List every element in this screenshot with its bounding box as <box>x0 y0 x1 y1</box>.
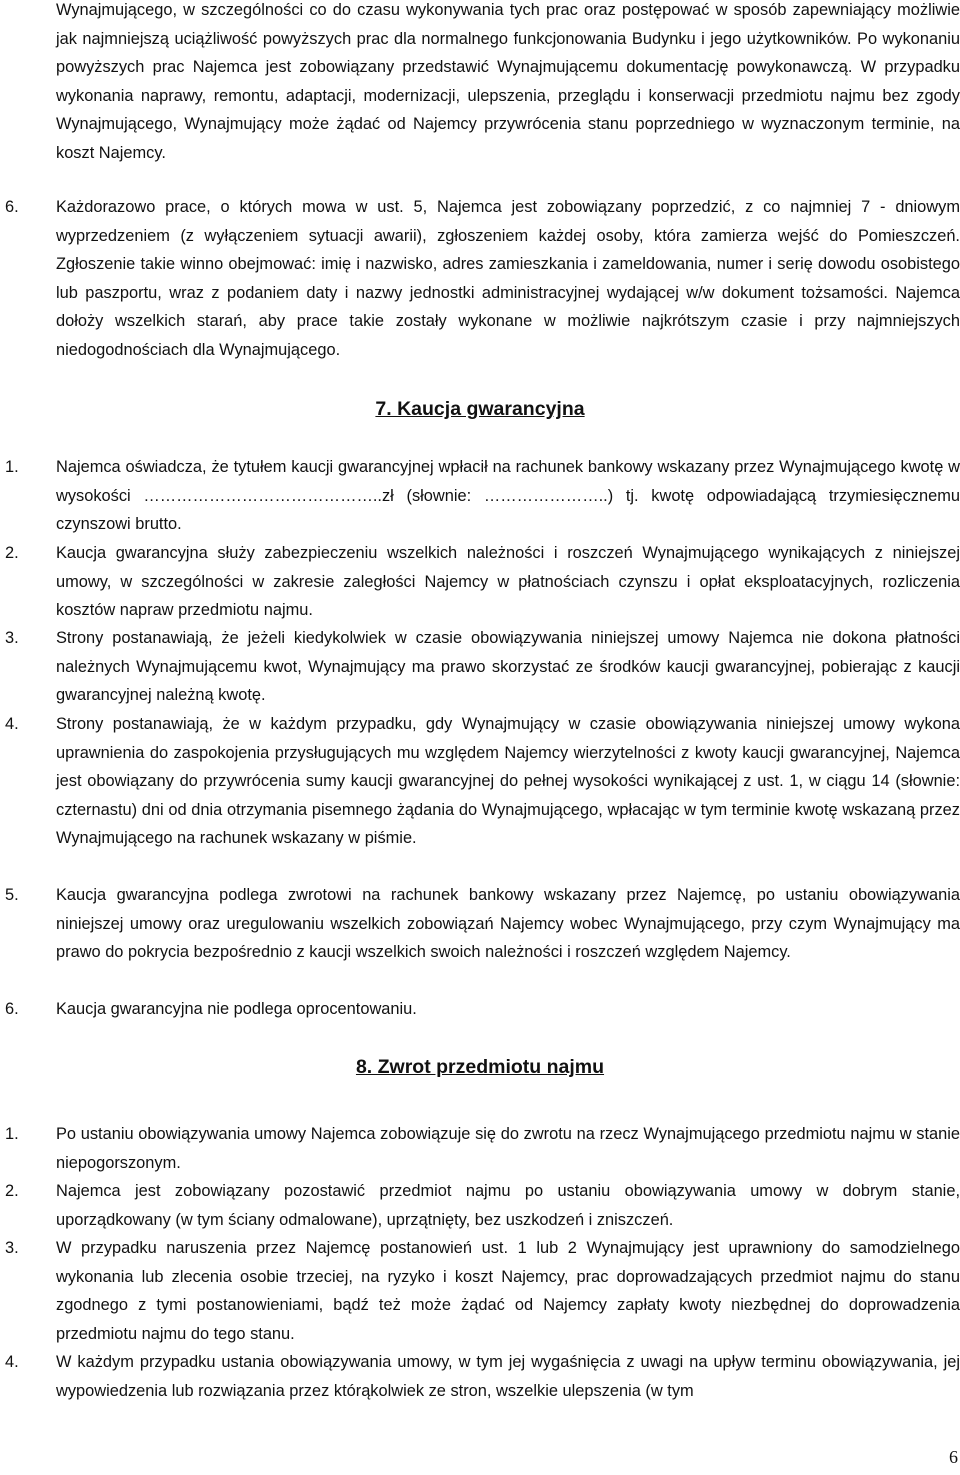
page-number: 6 <box>949 1447 958 1467</box>
item-number: 6. <box>5 198 19 216</box>
item-number: 6. <box>5 1000 19 1018</box>
section-heading-8: 8. Zwrot przedmiotu najmu <box>355 1056 605 1078</box>
item-number: 5. <box>5 886 19 904</box>
item-number: 4. <box>5 715 19 733</box>
item-text: Każdorazowo prace, o których mowa w ust. 5, Najemca jest zobowiązany poprzedzić, z co najmniej 7 - dniowym wyprzedzeniem (z wyłączeniem sytuacji awarii), zgłoszeniem każdej osoby, która zamierza wejść do Pomieszczeń. Zgłoszenie takie winno obejmować: imię i nazwisko, adres zamieszkania i zameldowania, numer i serię dowodu osobistego lub paszportu, wraz z podaniem daty i nazwy jednostki administracyjnej wydającej w/w dokument tożsamości. Najemca dołoży wszelkich starań, aby prace takie zostały wykonane w możliwie najkrótszym czasie i przy najmniejszych niedogodnościach dla Wynajmującego. <box>56 198 960 359</box>
item-text: Po ustaniu obowiązywania umowy Najemca zobowiązuje się do zwrotu na rzecz Wynajmującego przedmiotu najmu w stanie niepogorszonym. <box>56 1125 960 1172</box>
item-number: 2. <box>5 1182 19 1200</box>
item-text: Kaucja gwarancyjna podlega zwrotowi na rachunek bankowy wskazany przez Najemcę, po ustaniu obowiązywania niniejszej umowy oraz uregulowaniu wszelkich zobowiązań Najemcy wobec Wynajmującego, przy czym Wynajmujący ma prawo do pokrycia bezpośrednio z kaucji wszelkich swoich należności i roszczeń względem Najemcy. <box>56 886 960 962</box>
item-text: W każdym przypadku ustania obowiązywania umowy, w tym jej wygaśnięcia z uwagi na upływ terminu obowiązywania, jej wypowiedzenia lub rozwiązania przez którąkolwiek ze stron, wszelkie ulepszenia (w tym <box>56 1353 960 1400</box>
item-text: W przypadku naruszenia przez Najemcę postanowień ust. 1 lub 2 Wynajmujący jest uprawniony do samodzielnego wykonania lub zlecenia osobie trzeciej, na ryzyko i koszt Najemcy, prac doprowadzających przedmiot najmu do stanu zgodnego z tymi postanowieniami, bądź też może żądać od Najemcy zapłaty kwoty niezbędnej do doprowadzenia przedmiotu najmu do tego stanu. <box>56 1239 960 1343</box>
paragraph-continuation: Wynajmującego, w szczególności co do czasu wykonywania tych prac oraz postępować w sposób zapewniający możliwie jak najmniejszą uciążliwość powyższych prac dla normalnego funkcjonowania Budynku i jego użytkowników. Po wykonaniu powyższych prac Najemca jest zobowiązany przedstawić Wynajmującemu dokumentację powykonawczą. W przypadku wykonania naprawy, remontu, adaptacji, modernizacji, ulepszenia, przeglądu i konserwacji przedmiotu najmu bez zgody Wynajmującego, Wynajmujący może żądać od Najemcy przywrócenia stanu poprzedniego w wyznaczonym terminie, na koszt Najemcy. <box>56 1 960 162</box>
item-number: 1. <box>5 1125 19 1143</box>
section-heading-7: 7. Kaucja gwarancyjna <box>375 398 585 420</box>
item-number: 4. <box>5 1353 19 1371</box>
item-number: 3. <box>5 1239 19 1257</box>
item-text: Kaucja gwarancyjna nie podlega oprocentowaniu. <box>56 1000 417 1018</box>
item-text: Strony postanawiają, że w każdym przypadku, gdy Wynajmujący w czasie obowiązywania niniejszej umowy wykona uprawnienia do zaspokojenia przysługujących mu względem Najemcy wierzytelności z kwoty kaucji gwarancyjnej, Najemca jest obowiązany do przywrócenia sumy kaucji gwarancyjnej do pełnej wysokości wynikającej z ust. 1, w ciągu 14 (słownie: czternastu) dni od dnia otrzymania pisemnego żądania do Wynajmującego, wpłacając w tym terminie kwotę wskazaną przez Wynajmującego na rachunek wskazany w piśmie. <box>56 715 960 848</box>
item-number: 1. <box>5 458 19 476</box>
item-text: Kaucja gwarancyjna służy zabezpieczeniu wszelkich należności i roszczeń Wynajmującego wynikających z niniejszej umowy, w szczególności w zakresie zaległości Najemcy w płatnościach czynszu i opłat eksploatacyjnych, rozliczenia kosztów napraw przedmiotu najmu. <box>56 544 960 620</box>
item-text: Najemca oświadcza, że tytułem kaucji gwarancyjnej wpłacił na rachunek bankowy wskazany przez Wynajmującego kwotę w wysokości ……………………………………..zł (słownie: …………………..) tj. kwotę odpowiadającą trzymiesięcznemu czynszowi brutto. <box>56 458 960 534</box>
item-text: Najemca jest zobowiązany pozostawić przedmiot najmu po ustaniu obowiązywania umowy w dobrym stanie, uporządkowany (w tym ściany odmalowane), uprzątnięty, bez uszkodzeń i zniszczeń. <box>56 1182 960 1229</box>
item-text: Strony postanawiają, że jeżeli kiedykolwiek w czasie obowiązywania niniejszej umowy Najemca nie dokona płatności należnych Wynajmującemu kwot, Wynajmujący ma prawo skorzystać ze środków kaucji gwarancyjnej, pobierając z kaucji gwarancyjnej należną kwotę. <box>56 629 960 705</box>
item-number: 2. <box>5 544 19 562</box>
item-number: 3. <box>5 629 19 647</box>
